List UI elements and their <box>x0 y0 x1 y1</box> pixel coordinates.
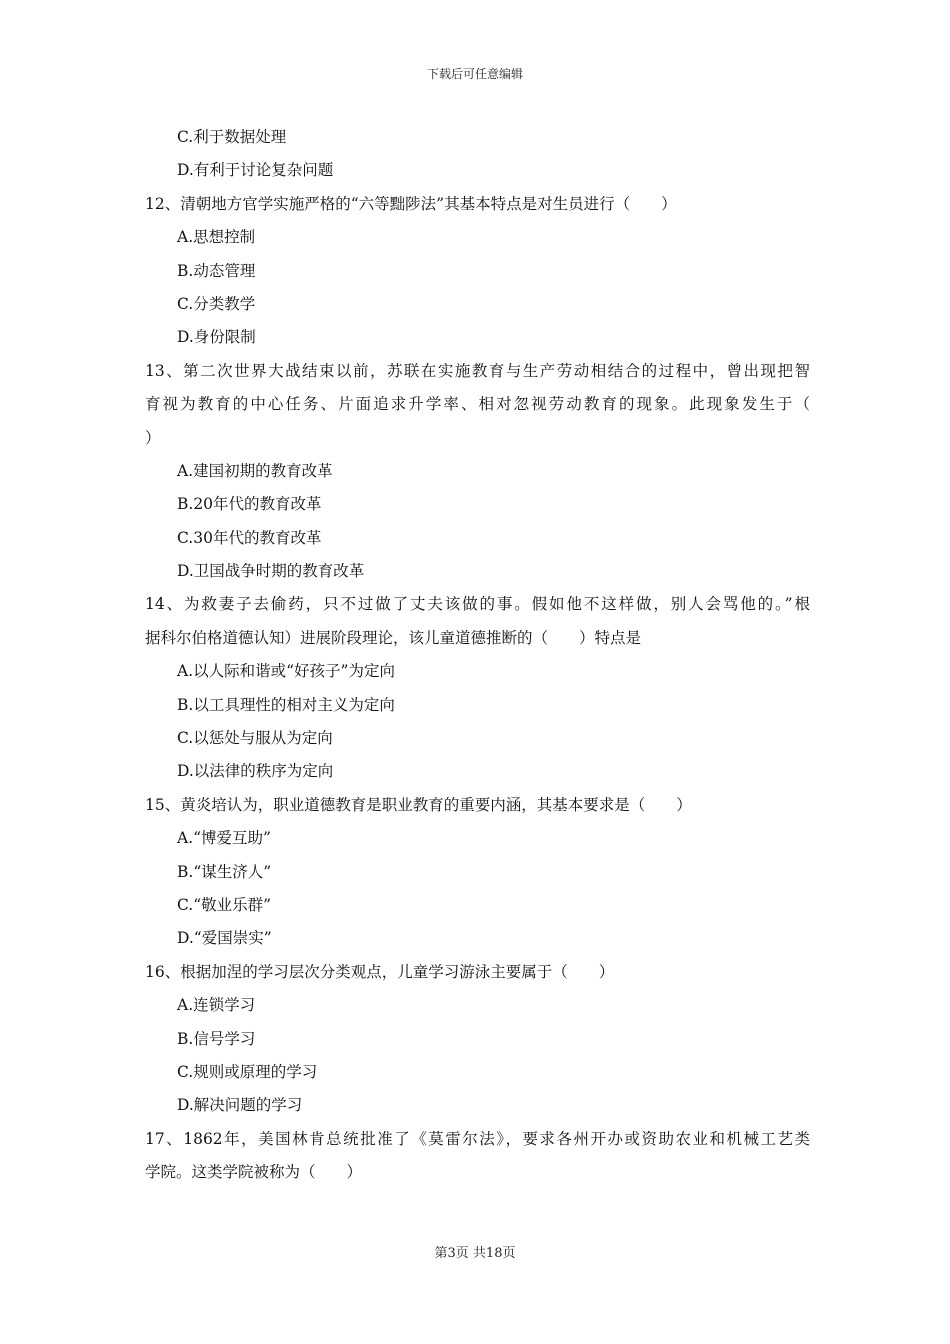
option-line: A.思想控制 <box>177 228 256 247</box>
question-continuation-line: 育视为教育的中心任务、片面追求升学率、相对忽视劳动教育的现象。此现象发生于（ <box>145 395 810 414</box>
option-line: D.身份限制 <box>177 328 256 347</box>
question-line: 14、为救妻子去偷药，只不过做了丈夫该做的事。假如他不这样做，别人会骂他的。”根 <box>145 595 810 614</box>
option-line: D.“爱国崇实” <box>177 929 272 948</box>
question-line: 15、黄炎培认为，职业道德教育是职业教育的重要内涵，其基本要求是（ ） <box>145 795 692 814</box>
question-line: 13、第二次世界大战结束以前，苏联在实施教育与生产劳动相结合的过程中，曾出现把智 <box>145 361 810 380</box>
option-line: B.20年代的教育改革 <box>177 495 322 514</box>
option-line: C.30年代的教育改革 <box>177 528 322 547</box>
option-line: B.动态管理 <box>177 261 256 280</box>
question-line: 16、根据加涅的学习层次分类观点，儿童学习游泳主要属于（ ） <box>145 962 615 981</box>
page-header: 下载后可任意编辑 <box>426 67 523 81</box>
option-line: C.以惩处与服从为定向 <box>177 729 333 748</box>
question-continuation-line: ） <box>145 428 161 447</box>
document-body <box>145 121 810 1190</box>
option-line: A.连锁学习 <box>177 996 256 1015</box>
page-footer: 第3页 共18页 <box>434 1246 516 1261</box>
option-line: B.信号学习 <box>177 1029 256 1048</box>
question-continuation-line: 据科尔伯格道德认知）进展阶段理论，该儿童道德推断的（ ）特点是 <box>145 628 642 647</box>
option-line: C.“敬业乐群” <box>177 895 272 914</box>
option-line: D.解决问题的学习 <box>177 1096 303 1115</box>
question-continuation-line: 学院。这类学院被称为（ ） <box>145 1163 363 1182</box>
option-line: C.规则或原理的学习 <box>177 1062 318 1081</box>
option-line: A.以人际和谐或“好孩子”为定向 <box>177 662 395 681</box>
option-line: C.利于数据处理 <box>177 128 287 146</box>
option-line: A.建国初期的教育改革 <box>177 461 333 480</box>
option-line: D.有利于讨论复杂问题 <box>177 161 334 180</box>
option-line: A.“博爱互助” <box>177 829 271 848</box>
option-line: D.以法律的秩序为定向 <box>177 762 334 781</box>
option-line: B.“谋生济人” <box>177 862 272 881</box>
option-line: D.卫国战争时期的教育改革 <box>177 562 365 581</box>
option-line: C.分类教学 <box>177 294 256 313</box>
question-line: 17、1862年，美国林肯总统批准了《莫雷尔法》，要求各州开办或资助农业和机械工艺类 <box>145 1129 810 1148</box>
option-line: B.以工具理性的相对主义为定向 <box>177 695 395 714</box>
question-line: 12、清朝地方官学实施严格的“六等黜陟法”其基本特点是对生员进行（ ） <box>145 194 677 213</box>
